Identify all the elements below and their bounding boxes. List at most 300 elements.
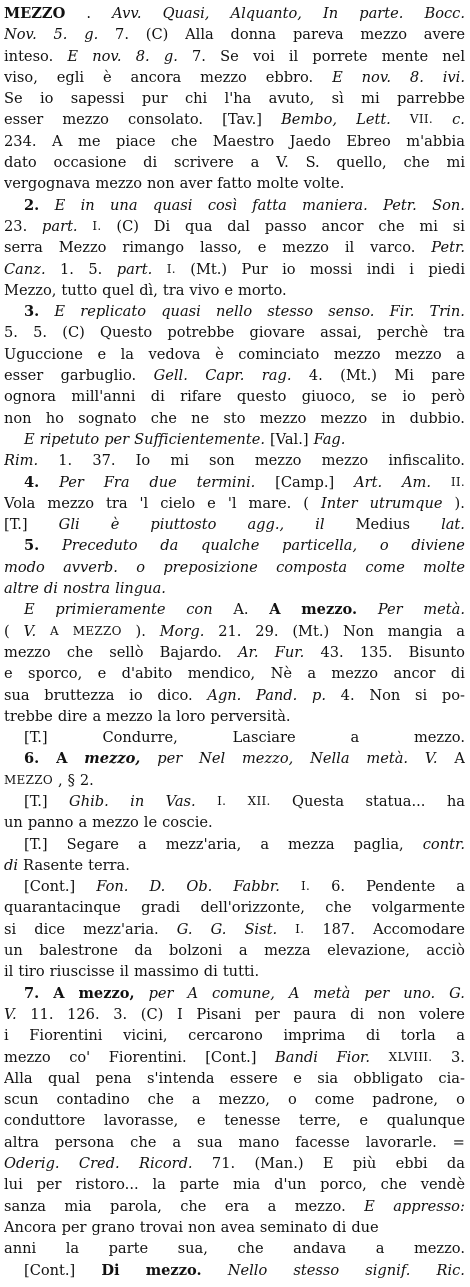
word: metà. [423, 601, 465, 619]
word: bruttezza [44, 686, 115, 704]
word: mezzo [395, 345, 442, 363]
word: [Cont.] [205, 1048, 257, 1066]
word: I. [217, 793, 227, 808]
word: sapessi [70, 90, 125, 108]
text-line [4, 1110, 465, 1131]
word: particella, [282, 537, 358, 555]
word: cercarono [188, 1027, 263, 1045]
word: trebbe [4, 707, 53, 725]
word: a [92, 707, 102, 725]
word: mezzo [333, 345, 381, 363]
word: Capr. [205, 367, 245, 385]
word: nostra [62, 580, 111, 598]
word: porco, [320, 1176, 367, 1194]
text-line [4, 1174, 465, 1195]
text-line [4, 1238, 465, 1259]
word: MEZZO [4, 772, 53, 787]
word: torla [400, 1027, 436, 1045]
word: II. [450, 474, 465, 489]
word: volte. [303, 175, 345, 193]
text-line [4, 685, 465, 706]
word: volgarmente [371, 899, 465, 917]
text-line [4, 280, 465, 301]
word: Sufficientemente. [134, 430, 265, 448]
text-line [4, 1132, 465, 1153]
word: tra [106, 494, 128, 512]
word: Nello [227, 1261, 268, 1279]
word: dal [227, 217, 250, 235]
word: contadino [56, 1091, 130, 1109]
word: gradi [141, 899, 181, 917]
word: G. [210, 920, 227, 938]
word: si [452, 217, 465, 235]
text-line [4, 983, 465, 1004]
word: come [314, 1091, 355, 1109]
word: Ricord. [139, 1155, 193, 1173]
word: che [150, 409, 177, 427]
word: replicato [80, 303, 147, 321]
word: 4. [340, 686, 355, 704]
word: io [39, 90, 54, 108]
word: facesse [295, 1133, 350, 1151]
word: Di [153, 217, 171, 235]
text-line [4, 408, 465, 429]
word: e [224, 281, 234, 299]
word: Jaedo [289, 132, 331, 150]
word: Bembo, [281, 111, 338, 129]
word: Sist. [244, 920, 278, 938]
word: Fiorentini. [108, 1048, 187, 1066]
word: di [150, 388, 165, 406]
word: di [450, 665, 465, 683]
word: sia [317, 1069, 339, 1087]
word: ognora [4, 388, 56, 406]
text-line [4, 940, 465, 961]
word: Per [59, 473, 84, 491]
word: massimo [133, 963, 199, 981]
word: riuscisse [49, 963, 115, 981]
word: Rasente [23, 856, 84, 874]
word: po- [441, 686, 465, 704]
text-line [4, 450, 465, 471]
word: Medius [355, 516, 411, 534]
word: si [414, 686, 428, 704]
word: Questa [292, 792, 345, 810]
word: stesso [267, 303, 314, 321]
word: pena [95, 1069, 132, 1087]
word: mossi [310, 260, 353, 278]
word: parte [108, 1240, 149, 1258]
word: molte [256, 175, 299, 193]
text-line [4, 812, 465, 833]
word: modo [4, 558, 45, 576]
word: I. [92, 218, 102, 233]
word: A [51, 132, 63, 150]
text-line [4, 706, 465, 727]
word: mezzo, [241, 750, 294, 768]
word: Vas. [165, 792, 196, 810]
word: sto [223, 409, 246, 427]
word: io [402, 388, 416, 406]
word: acciò [426, 942, 465, 960]
word: composta [276, 558, 348, 576]
word: Maestro [212, 132, 275, 150]
word: 2. [79, 771, 94, 789]
word: assai, [320, 324, 362, 342]
word: lui [4, 1176, 23, 1194]
word: mezzo [331, 665, 379, 683]
word: porrete [312, 47, 368, 65]
word: m'abbia [406, 132, 465, 150]
word: A [187, 984, 199, 1002]
word: io [129, 686, 143, 704]
word: panno [27, 814, 74, 832]
word: a [137, 835, 147, 853]
word: piace [115, 132, 156, 150]
word: dì, [139, 281, 158, 299]
word: sì [331, 90, 344, 108]
word: il [4, 963, 14, 981]
word: lasso, [200, 239, 242, 257]
word: avverb. [63, 558, 118, 576]
word: mia [64, 1197, 92, 1215]
word: G. [449, 984, 465, 1002]
word: D. [149, 878, 166, 896]
word: part. [116, 260, 153, 278]
word: Fon. [96, 878, 129, 896]
word: potrebbe [167, 324, 235, 342]
word: parola, [110, 1197, 162, 1215]
word: che [378, 217, 405, 235]
text-line [4, 1260, 465, 1281]
text-line [4, 791, 465, 812]
word: andava [293, 1240, 347, 1258]
word: grano [91, 1218, 135, 1236]
text-line [4, 748, 465, 769]
word: elevazione, [327, 942, 410, 960]
word: Condurre, [102, 729, 178, 747]
word: donna [230, 26, 277, 44]
word: sanza [4, 1197, 46, 1215]
word: tutto [61, 281, 98, 299]
word: a [78, 814, 88, 832]
word: vivo [189, 281, 220, 299]
word: i [4, 1027, 9, 1045]
word: Rim. [4, 452, 39, 470]
word: ( [4, 622, 10, 640]
word: Mezzo, [4, 281, 57, 299]
word: sua, [177, 1240, 208, 1258]
word: 5. [4, 324, 18, 342]
word: ancor [393, 665, 436, 683]
word: mezzo. [413, 729, 465, 747]
word: avea [220, 1218, 255, 1236]
word: però [431, 388, 465, 406]
word: coscie. [162, 814, 213, 832]
word: quasi [152, 196, 193, 214]
word: parte [179, 1176, 220, 1194]
word: Petr. [431, 239, 465, 257]
word: Nella [310, 750, 350, 768]
text-line [4, 386, 465, 407]
text-line [4, 131, 465, 152]
word: piuttosto [150, 516, 217, 534]
word: Bajardo. [159, 643, 222, 661]
text-line [4, 3, 465, 24]
word: padrone, [372, 1091, 439, 1109]
word: V. [4, 1005, 17, 1023]
word: il [315, 516, 325, 534]
word: a [260, 835, 270, 853]
word: cia- [438, 1069, 465, 1087]
word: uno. [403, 984, 436, 1002]
word: Di [101, 1261, 120, 1279]
word: 71. [211, 1155, 236, 1173]
text-line [4, 621, 465, 642]
word: ripetuto [39, 430, 100, 448]
word: I. [166, 261, 176, 276]
word: (Man.) [254, 1155, 304, 1173]
word: Pendente [366, 878, 436, 896]
word: vergognava [4, 175, 91, 193]
word: Pur [241, 260, 268, 278]
word: E [54, 303, 66, 321]
word: per [148, 984, 174, 1002]
word: § [67, 771, 75, 789]
word: si [4, 920, 17, 938]
word: per [104, 430, 130, 448]
word: quarantacinque [4, 899, 121, 917]
word: mezz'aria. [83, 920, 159, 938]
word: o [379, 537, 389, 555]
word: mezzo [254, 452, 302, 470]
word: A. [233, 601, 249, 619]
word: terre, [299, 1112, 341, 1130]
text-line [4, 1047, 465, 1068]
word: (Mt.) [340, 367, 377, 385]
word: e [4, 665, 13, 683]
word: altra [4, 1133, 39, 1151]
word: sua [4, 686, 30, 704]
word: sellò [109, 643, 144, 661]
word: Fior. [336, 1048, 371, 1066]
word: 5. [88, 260, 103, 278]
text-line [4, 365, 465, 386]
word: e [207, 494, 216, 512]
word: persona [54, 1133, 115, 1151]
word: I. [295, 921, 305, 936]
word: d'abito [121, 665, 173, 683]
word: lavorarle. [365, 1133, 437, 1151]
text-line [4, 344, 465, 365]
word: mi [446, 154, 465, 172]
word: è [215, 345, 224, 363]
word: Gell. [153, 367, 188, 385]
text-line [4, 1153, 465, 1174]
word: termini. [196, 473, 256, 491]
word: mill'anni [71, 388, 136, 406]
word: Non [369, 686, 401, 704]
word: Cred. [78, 1155, 120, 1173]
word: mano [238, 1133, 280, 1151]
word: cielo [160, 494, 196, 512]
text-line [4, 173, 465, 194]
word: Fabbr. [233, 878, 280, 896]
word: due [351, 1218, 379, 1236]
word: o [136, 558, 146, 576]
word: ivi. [442, 68, 465, 86]
word: mezzo. [294, 1197, 346, 1215]
word: , [57, 771, 63, 789]
word: (Mt.) [190, 260, 228, 278]
word: dice [34, 920, 66, 938]
word: a [238, 942, 248, 960]
word: Son. [432, 196, 465, 214]
word: seminato [259, 1218, 328, 1236]
text-line [4, 876, 465, 897]
word: Questo [100, 324, 153, 342]
word: mezzo, [84, 750, 141, 768]
word: Ebreo [346, 132, 391, 150]
word: 4. [308, 367, 323, 385]
word: che [325, 899, 352, 917]
word: e [359, 1112, 369, 1130]
word: mi [361, 90, 380, 108]
word: mezzo, [78, 984, 135, 1002]
word: 8. [409, 68, 424, 86]
word: mezzo. [301, 601, 358, 619]
word: qualche [201, 537, 260, 555]
word: 7. [192, 47, 206, 65]
word: scun [4, 1091, 39, 1109]
word: il [344, 239, 355, 257]
word: mezza [264, 942, 311, 960]
word: 'l [139, 494, 149, 512]
word: qual [47, 1069, 81, 1087]
word: Fur. [274, 643, 305, 661]
word: 234. [4, 132, 37, 150]
word: mezzo [321, 452, 369, 470]
word: di [143, 154, 158, 172]
word: statua... [365, 792, 426, 810]
word: per [254, 1005, 280, 1023]
word: [Cont.] [24, 878, 76, 896]
word: mezzo [47, 494, 94, 512]
word: s'intenda [147, 1069, 215, 1087]
word: esser [4, 111, 44, 129]
word: inteso. [4, 47, 54, 65]
word: quasi [161, 303, 201, 321]
word: diviene [411, 537, 465, 555]
word: obbligato [353, 1069, 424, 1087]
word: a [191, 1091, 201, 1109]
word: Bisunto [408, 643, 465, 661]
word: Mezzo [58, 239, 107, 257]
word: era [224, 1197, 250, 1215]
word: Agn. [207, 686, 242, 704]
word: ancor [321, 217, 364, 235]
word: è [110, 516, 120, 534]
word: paura [293, 1005, 337, 1023]
word: part. [42, 217, 78, 235]
word: voi [252, 47, 275, 65]
word: di [4, 856, 19, 874]
word: un [4, 814, 23, 832]
word: Inter [321, 494, 358, 512]
word: la [152, 1176, 166, 1194]
word: da [446, 1155, 465, 1173]
word: Art. [354, 473, 383, 491]
word: da [160, 537, 179, 555]
word: Quasi, [162, 5, 210, 22]
word: 7. [24, 984, 40, 1002]
text-line [4, 301, 465, 322]
word: viso, [4, 68, 38, 86]
word: nel [442, 47, 465, 65]
word: stesso [293, 1261, 340, 1279]
word: non [147, 175, 175, 193]
word: Oderig. [4, 1155, 60, 1173]
text-line [4, 472, 465, 493]
text-line [4, 642, 465, 663]
word: parte. [359, 5, 404, 22]
word: anni [4, 1240, 37, 1258]
word: 1. [58, 452, 73, 470]
word: balestrone [39, 942, 118, 960]
text-line [4, 259, 465, 280]
word: a [456, 1027, 465, 1045]
word: qualunque [386, 1112, 465, 1130]
word: mezzo. [413, 1240, 465, 1258]
word: conduttore [4, 1112, 86, 1130]
word: E [54, 196, 66, 214]
word: p. [311, 686, 326, 704]
word: 4. [24, 473, 40, 491]
word: mezzo [106, 707, 153, 725]
word: dico. [157, 686, 193, 704]
text-line [4, 535, 465, 556]
word: Alla [4, 1069, 33, 1087]
word: Nov. [4, 26, 37, 44]
word: mangia [387, 622, 443, 640]
text-line [4, 1025, 465, 1046]
word: dire [57, 707, 88, 725]
word: la [120, 345, 134, 363]
word: nello [215, 303, 253, 321]
word: Se [220, 47, 239, 65]
word: Morg. [159, 622, 205, 640]
word: VII. [409, 112, 434, 127]
word: ancora [130, 68, 182, 86]
word: morto. [238, 281, 287, 299]
word: fatto [217, 175, 252, 193]
word: mezzo. [145, 1261, 202, 1279]
word: avuto, [268, 90, 315, 108]
word: mezzo, [218, 1091, 270, 1109]
text-line [4, 557, 465, 578]
word: 1. [60, 260, 74, 278]
word: 43. [320, 643, 344, 661]
text-line [4, 237, 465, 258]
word: primieramente [55, 601, 166, 619]
word: per [157, 750, 183, 768]
word: tutti. [222, 963, 260, 981]
word: vedova [148, 345, 201, 363]
word: mezzo [360, 26, 407, 44]
word: dell'orizzonte, [200, 899, 305, 917]
word: tra [162, 281, 185, 299]
word: Am. [401, 473, 431, 491]
